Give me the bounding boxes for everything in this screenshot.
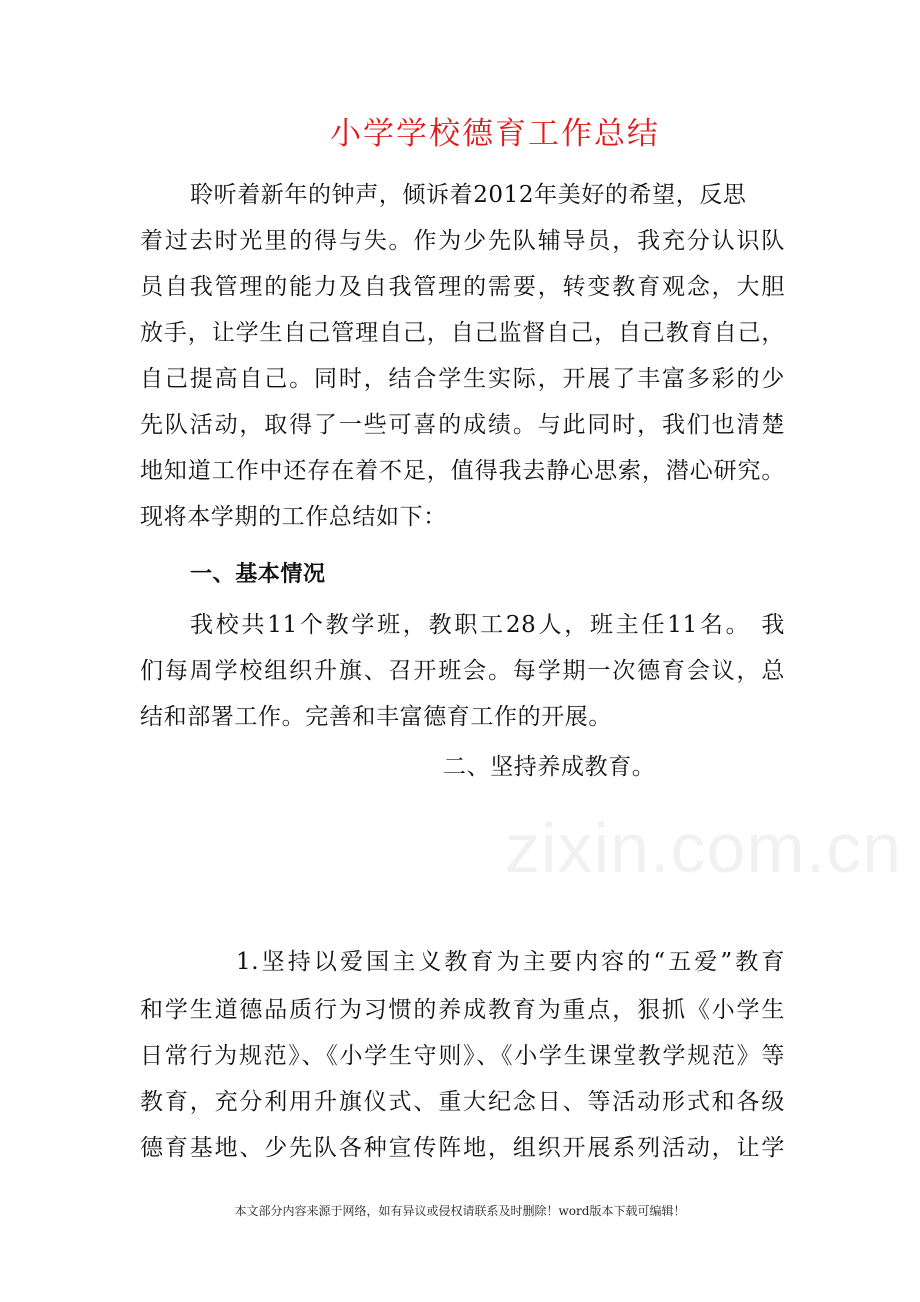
paragraph2-line-1: 我校共11个教学班，教职工28人，班主任11名。 我 [190,612,785,638]
paragraph2-line-2: 们每周学校组织升旗、召开班会。每学期一次德育会议，总 [140,658,785,684]
paragraph3-line-4: 教育，充分利用升旗仪式、重大纪念日、等活动形式和各级 [140,1089,785,1115]
paragraph3-line-3: 日常行为规范》、《小学生守则》、《小学生课堂教学规范》等 [140,1043,785,1069]
section1-heading: 一、基本情况 [190,562,326,587]
paragraph3-line-1: 1.坚持以爱国主义教育为主要内容的“五爱”教育 [236,949,785,975]
paragraph1-line-2: 着过去时光里的得与失。作为少先队辅导员，我充分认识队 [140,228,785,254]
paragraph1-line-4: 放手，让学生自己管理自己，自己监督自己，自己教育自己， [140,320,785,346]
paragraph1-line-8: 现将本学期的工作总结如下： [140,504,447,530]
paragraph3-line-5: 德育基地、少先队各种宣传阵地，组织开展系列活动，让学 [140,1135,785,1161]
paragraph1-line-1: 聆听着新年的钟声，倾诉着2012年美好的希望，反思 [190,182,747,208]
watermark: zixin.com.cn [505,809,903,887]
paragraph1-line-5: 自己提高自己。同时，结合学生实际，开展了丰富多彩的少 [140,366,785,392]
paragraph1-line-7: 地知道工作中还存在着不足，值得我去静心思索，潜心研究。 [140,458,785,484]
paragraph1-line-3: 员自我管理的能力及自我管理的需要，转变教育观念，大胆 [140,274,785,300]
paragraph1-line-6: 先队活动，取得了一些可喜的成绩。与此同时，我们也清楚 [140,412,785,438]
paragraph3-line-2: 和学生道德品质行为习惯的养成教育为重点，狠抓《小学生 [140,997,785,1023]
section2-heading: 二、坚持养成教育。 [443,754,656,780]
footer-disclaimer: 本文部分内容来源于网络，如有异议或侵权请联系及时删除！word版本下载可编辑！ [234,1204,686,1218]
paragraph2-line-3: 结和部署工作。完善和丰富德育工作的开展。 [140,704,612,730]
document-title: 小学学校德育工作总结 [330,116,660,152]
